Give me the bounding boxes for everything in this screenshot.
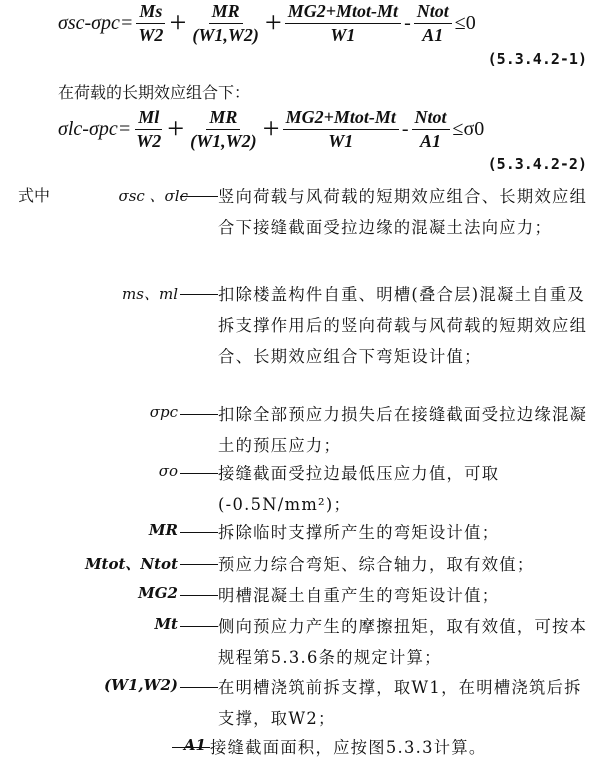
definition-text-mt: 侧向预应力产生的摩擦扭矩，取有效值，可按本规程第5.3.6条的规定计算； (218, 617, 588, 667)
definition-symbol-mg2: MG2 (138, 584, 178, 602)
definition-dash (180, 532, 218, 533)
formula-2-lhs: σlc-σpc= (58, 117, 132, 140)
formula-2-term4: $\frac{\text{Ntot}}{A1}$ (412, 108, 450, 151)
definition-symbol-mt: Mt (154, 615, 178, 633)
definition-symbol-ms-ml: ms、ml (122, 285, 178, 303)
definition-dash (180, 414, 218, 415)
definition-dash (180, 687, 218, 688)
definition-dash (172, 747, 210, 748)
definition-dash (180, 564, 218, 565)
formula-1-term3: $\frac{\text{MG2+Mtot-Mt}}{W1}$ (285, 2, 401, 45)
definition-text-mtot-ntot: 预应力综合弯矩、综合轴力，取有效值； (218, 555, 535, 574)
formula-2: σlc-σpc= $\frac{Ml}{W2}$ + $\frac{MR}{(W1,W2)}$ + $\frac{\text{MG2+Mtot-Mt}}{W1}$ - $\frac{\text{Ntot}}{A1}$ ≤σ0 (58, 106, 485, 151)
definition-symbol-mr: MR (148, 521, 178, 539)
formula-1-term2: $\frac{MR}{(W1,W2)}$ (192, 0, 259, 45)
definition-dash (180, 595, 218, 596)
definition-symbol-sigma-sc-lc: σsc 、σlc (118, 187, 188, 205)
formula-2-term1: $\frac{Ml}{W2}$ (136, 106, 162, 151)
formula-1-lhs: σsc-σpc= (58, 11, 134, 34)
definition-text-a1: 接缝截面面积，应按图5.3.3计算。 (210, 738, 487, 757)
formula-1-number: (5.3.4.2-1) (487, 50, 587, 68)
intermediate-text: 在荷载的长期效应组合下： (58, 83, 251, 102)
formula-2-number: (5.3.4.2-2) (487, 155, 587, 173)
formula-2-term2: $\frac{MR}{(W1,W2)}$ (190, 106, 257, 151)
definition-text-sigma-pc: 扣除全部预应力损失后在接缝截面受拉边缘混凝土的预压应力； (218, 405, 588, 455)
definition-text-w1-w2: 在明槽浇筑前拆支撑，取W1，在明槽浇筑后拆支撑，取W2； (218, 678, 582, 728)
definition-symbol-mtot-ntot: Mtot、Ntot (84, 555, 178, 573)
definition-text-mg2: 明槽混凝土自重产生的弯矩设计值； (218, 586, 500, 605)
definition-text-mr: 拆除临时支撑所产生的弯矩设计值； (218, 523, 500, 542)
definition-dash (180, 294, 218, 295)
formula-1: σsc-σpc= $\frac{Ms}{W2}$ + $\frac{MR}{(W1,W2)}$ + $\frac{\text{MG2+Mtot-Mt}}{W1}$ - $\frac{\text{Ntot}}{A1}$ ≤0 (58, 0, 476, 45)
definition-symbol-a1: A1 (183, 736, 206, 754)
formula-1-rhs: ≤0 (454, 11, 476, 34)
definition-text-sigma-sc-lc: 竖向荷载与风荷载的短期效应组合、长期效应组合下接缝截面受拉边缘的混凝土法向应力； (218, 187, 588, 237)
definition-dash (180, 196, 218, 197)
formula-1-term4: $\frac{\text{Ntot}}{A1}$ (414, 2, 452, 45)
definition-text-ms-ml: 扣除楼盖构件自重、明槽(叠合层)混凝土自重及拆支撑作用后的竖向荷载与风荷载的短期效应组合、长期效应组合下弯矩设计值； (218, 285, 588, 366)
definition-text-sigma-o: 接缝截面受拉边最低压应力值，可取(-0.5N/mm²)； (218, 464, 500, 514)
formula-1-term1: $\frac{Ms}{W2}$ (138, 0, 164, 45)
definition-symbol-sigma-o: σo (158, 462, 178, 480)
definition-symbol-w1-w2: (W1,W2) (104, 676, 178, 694)
formula-2-rhs: ≤σ0 (452, 117, 485, 140)
definition-symbol-sigma-pc: σpc (149, 403, 178, 421)
definition-dash (180, 626, 218, 627)
formula-2-term3: $\frac{\text{MG2+Mtot-Mt}}{W1}$ (283, 108, 399, 151)
definition-dash (180, 473, 218, 474)
where-label: 式中 (18, 186, 51, 205)
